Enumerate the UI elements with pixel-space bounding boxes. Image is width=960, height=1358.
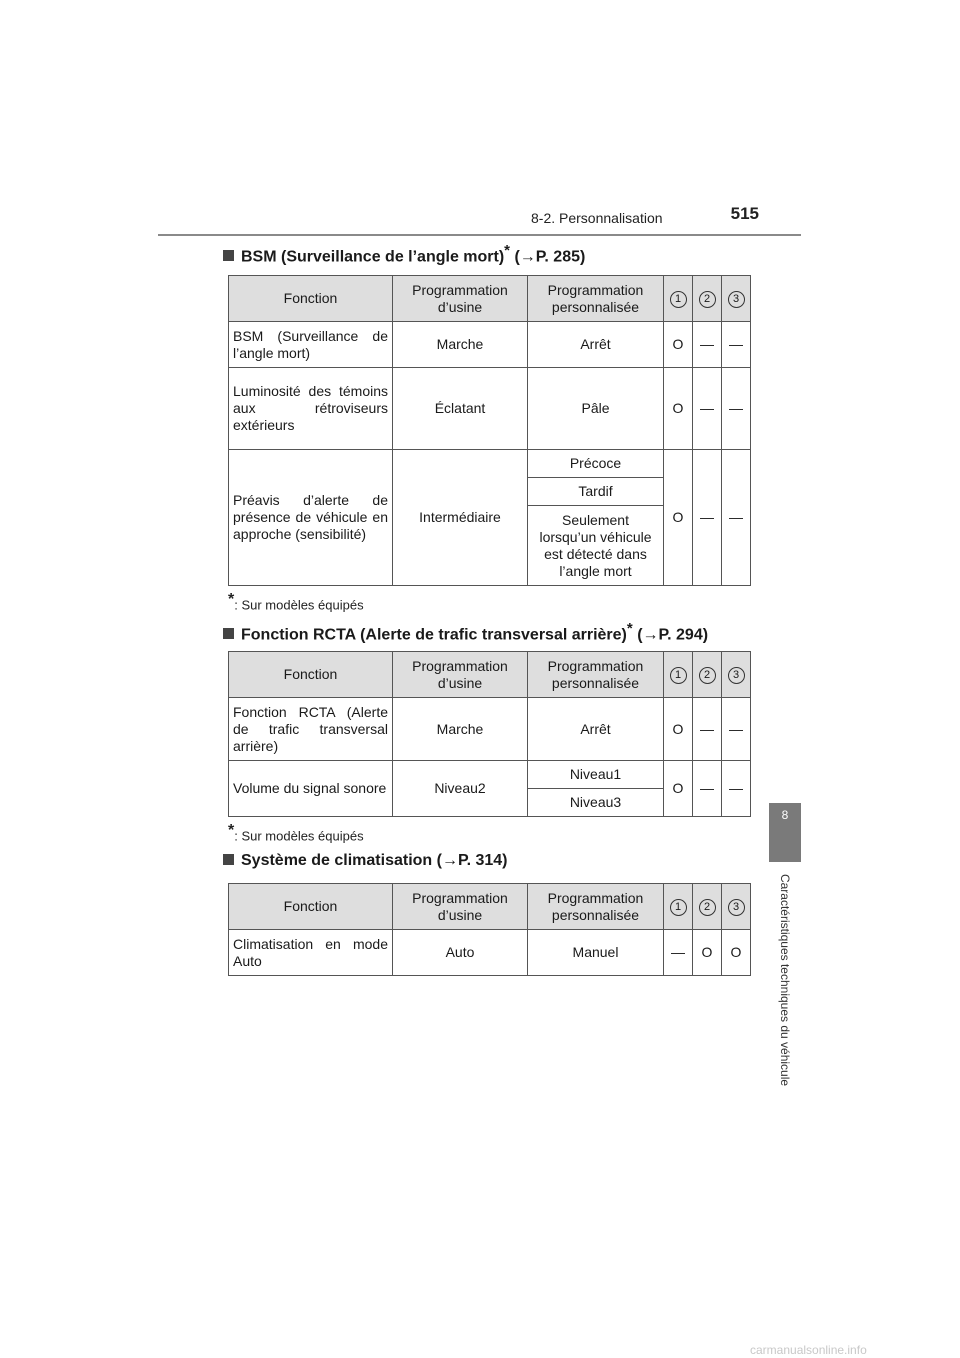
header-col-2: 2	[693, 884, 722, 930]
table-row: Luminosité des témoins aux rétroviseurs extérieurs Éclatant Pâle O — —	[229, 368, 751, 450]
header-fonction: Fonction	[229, 884, 393, 930]
table-row: Fonction RCTA (Alerte de trafic transversal arrière) Marche Arrêt O — —	[229, 698, 751, 761]
table-bsm	[228, 275, 751, 586]
table-rcta	[228, 651, 751, 817]
header-fonction: Fonction	[229, 652, 393, 698]
table-row: Tardif	[229, 478, 751, 506]
header-fonction: Fonction	[229, 276, 393, 322]
square-bullet-icon	[223, 250, 234, 261]
header-perso: Programmation personnalisée	[528, 884, 664, 930]
section-heading: 8-2. Personnalisation	[531, 210, 663, 226]
table-row: Climatisation en mode Auto Auto Manuel — O O	[229, 930, 751, 976]
footnote: *: Sur modèles équipés	[228, 822, 364, 844]
table-row: Volume du signal sonore Niveau2 Niveau1 O — —	[229, 761, 751, 789]
table-row: Seulement lorsqu’un véhicule est détecté dans l’angle mort	[229, 506, 751, 586]
chapter-label: Caractéristiques techniques du véhicule	[778, 873, 792, 1087]
header-col-3: 3	[722, 276, 751, 322]
header-col-2: 2	[693, 652, 722, 698]
header-col-1: 1	[664, 276, 693, 322]
header-usine: Programmation d’usine	[393, 276, 528, 322]
table-row: Préavis d’alerte de présence de véhicule en approche (sensibilité) Intermédiaire Précoce O — —	[229, 450, 751, 478]
section-title-climatisation: Système de climatisation (→P. 314)	[223, 852, 508, 870]
table-row: Niveau3	[229, 789, 751, 817]
header-col-3: 3	[722, 884, 751, 930]
page-header	[158, 200, 801, 236]
header-perso: Programmation personnalisée	[528, 652, 664, 698]
header-col-1: 1	[664, 652, 693, 698]
square-bullet-icon	[223, 628, 234, 639]
table-climatisation	[228, 883, 751, 976]
square-bullet-icon	[223, 854, 234, 865]
chapter-number: 8	[781, 808, 789, 822]
section-title-rcta: Fonction RCTA (Alerte de trafic transversal arrière)* (→P. 294)	[223, 620, 708, 644]
header-col-1: 1	[664, 884, 693, 930]
watermark: carmanualsonline.info	[750, 1343, 867, 1357]
header-perso: Programmation personnalisée	[528, 276, 664, 322]
header-col-3: 3	[722, 652, 751, 698]
header-col-2: 2	[693, 276, 722, 322]
footnote: *: Sur modèles équipés	[228, 591, 364, 613]
header-usine: Programmation d’usine	[393, 884, 528, 930]
header-usine: Programmation d’usine	[393, 652, 528, 698]
section-title-bsm: BSM (Surveillance de l’angle mort)* (→P. 285)	[223, 242, 585, 266]
page-number: 515	[730, 204, 759, 223]
table-row: BSM (Surveillance de l’angle mort) Marche Arrêt O — —	[229, 322, 751, 368]
